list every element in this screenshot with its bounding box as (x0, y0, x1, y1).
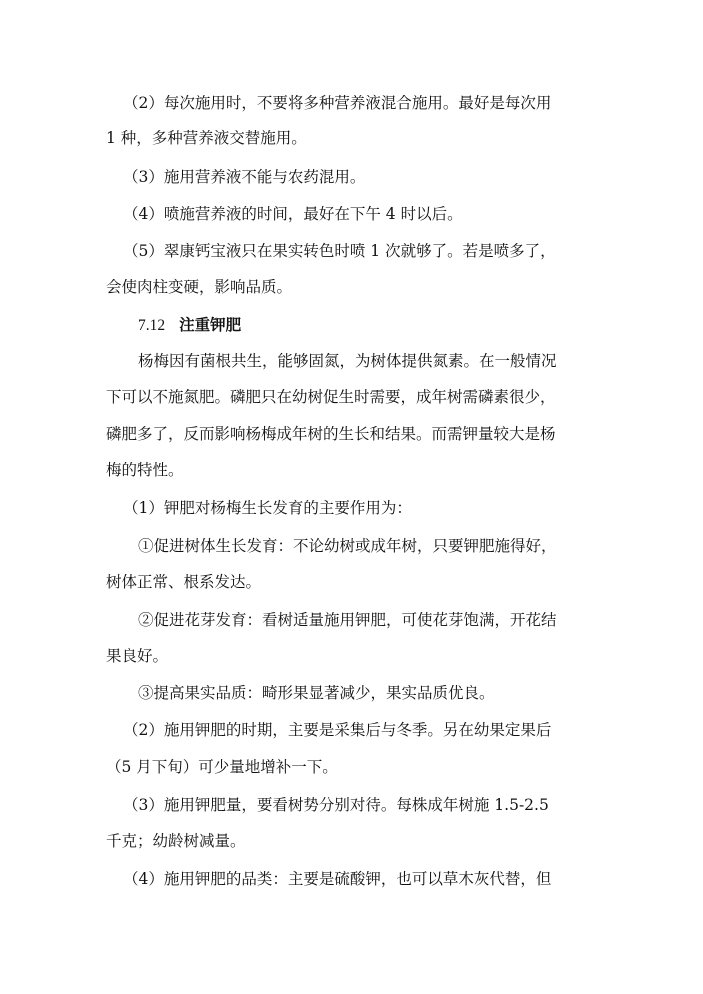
section-title: 注重钾肥 (179, 316, 242, 334)
paragraph-line: 1 种，多种营养液交替施用。 (106, 129, 307, 147)
paragraph-line: （2）施用钾肥的时期，主要是采集后与冬季。另在幼果定果后 (123, 721, 552, 739)
paragraph-line: （1）钾肥对杨梅生长发育的主要作用为： (123, 499, 412, 517)
paragraph-line: 下可以不施氮肥。磷肥只在幼树促生时需要，成年树需磷素很少， (106, 388, 556, 406)
paragraph-line: 果良好。 (106, 647, 169, 665)
paragraph-line: 千克；幼龄树减量。 (106, 832, 246, 850)
paragraph-line: 梅的特性。 (106, 461, 184, 479)
paragraph-line: （5）翠康钙宝液只在果实转色时喷 1 次就够了。若是喷多了， (123, 242, 556, 260)
paragraph-line: （4）喷施营养液的时间，最好在下午 4 时以后。 (123, 205, 463, 223)
paragraph-line: （3）施用钾肥量，要看树势分别对待。每株成年树施 1.5-2.5 (123, 796, 549, 814)
paragraph-line: 会使肉柱变硬，影响品质。 (106, 278, 293, 296)
paragraph-line: （5 月下旬）可少量地增补一下。 (106, 758, 338, 776)
section-number: 7.12 (138, 317, 166, 334)
paragraph-line: ②促进花芽发育：看树适量施用钾肥，可使花芽饱满，开花结 (138, 611, 557, 629)
paragraph-line: （4）施用钾肥的品类：主要是硫酸钾，也可以草木灰代替，但 (123, 870, 552, 888)
paragraph-line: 树体正常、根系发达。 (106, 573, 262, 591)
paragraph-line: （2）每次施用时，不要将多种营养液混合施用。最好是每次用 (123, 94, 552, 112)
section-heading (138, 314, 241, 336)
paragraph-line: ①促进树体生长发育：不论幼树或成年树，只要钾肥施得好， (138, 537, 557, 555)
paragraph-line: （3）施用营养液不能与农药混用。 (123, 168, 366, 186)
paragraph-line: 磷肥多了，反而影响杨梅成年树的生长和结果。而需钾量较大是杨 (106, 425, 556, 443)
paragraph-line: ③提高果实品质：畸形果显著减少，果实品质优良。 (138, 684, 495, 702)
paragraph-line: 杨梅因有菌根共生，能够固氮，为树体提供氮素。在一般情况 (138, 352, 557, 370)
